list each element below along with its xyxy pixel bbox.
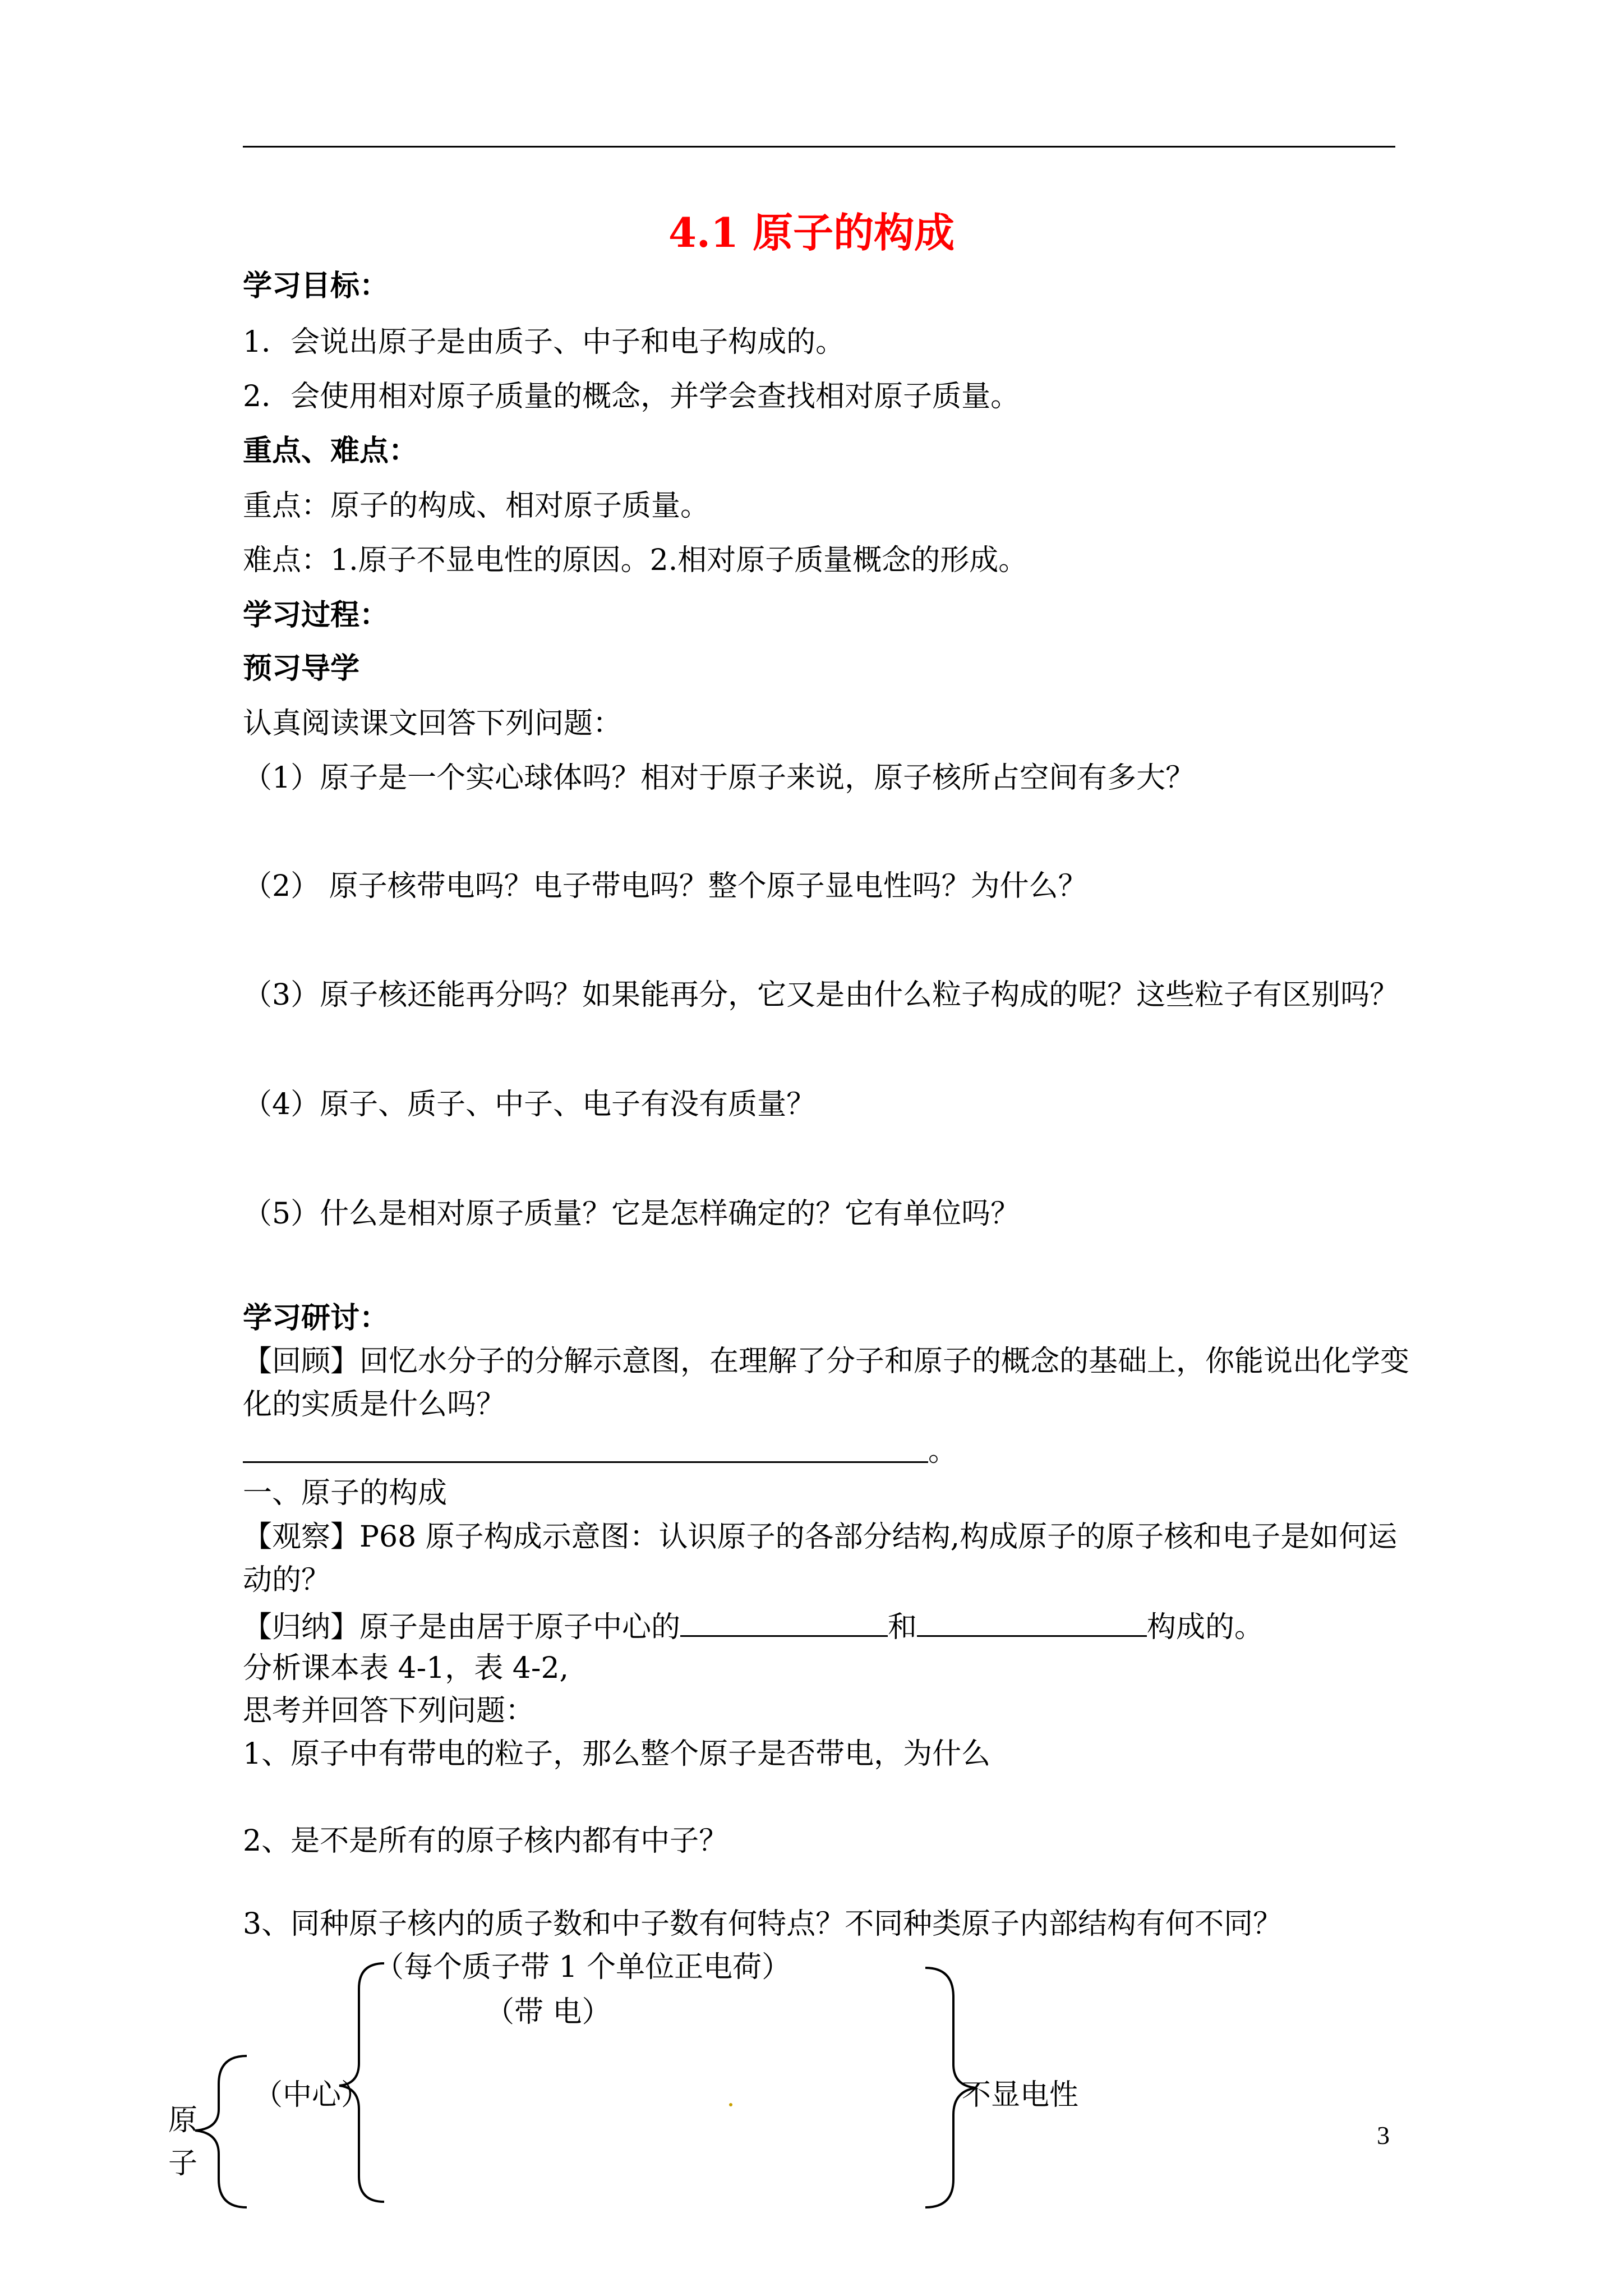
preview-question-5: （5）什么是相对原子质量？它是怎样确定的？它有单位吗？ — [243, 1197, 1020, 1231]
atom-label-1: 原 — [168, 2104, 198, 2137]
process-heading: 学习过程： — [243, 598, 389, 632]
summary-suffix: 构成的。 — [1147, 1611, 1264, 1644]
key-heading: 重点、难点： — [243, 434, 418, 468]
study-heading: 学习研讨： — [243, 1301, 389, 1335]
think-question-1: 1、原子中有带电的粒子，那么整个原子是否带电，为什么 — [243, 1737, 991, 1771]
observe-line-1: 【观察】P68 原子构成示意图：认识原子的各部分结构,构成原子的原子核和电子是如何运 — [243, 1520, 1398, 1554]
observe-line-2: 动的？ — [243, 1563, 331, 1597]
review-line-1: 【回顾】回忆水分子的分解示意图，在理解了分子和原子的概念的基础上，你能说出化学变 — [243, 1345, 1410, 1378]
summary-mid: 和 — [888, 1611, 917, 1644]
difficulty: 难点：1.原子不显电性的原因。2.相对原子质量概念的形成。 — [243, 544, 1028, 577]
objective-2: 2．会使用相对原子质量的概念，并学会查找相对原子质量。 — [243, 380, 1020, 413]
page-title: 4.1 原子的构成 — [668, 209, 955, 256]
think-question-3: 3、同种原子核内的质子数和中子数有何特点？不同种类原子内部结构有何不同？ — [243, 1907, 1283, 1941]
think-line: 思考并回答下列问题： — [243, 1694, 535, 1728]
charge-label: （带 电） — [485, 1995, 611, 2029]
key-point: 重点：原子的构成、相对原子质量。 — [243, 489, 710, 523]
center-label: （中心） — [253, 2078, 371, 2112]
proton-note: （每个质子带 1 个单位正电荷） — [375, 1950, 791, 1984]
preview-question-4: （4）原子、质子、中子、电子有没有质量？ — [243, 1088, 816, 1121]
preview-heading: 预习导学 — [243, 651, 360, 685]
objective-1: 1．会说出原子是由质子、中子和电子构成的。 — [243, 325, 845, 359]
atom-label-2: 子 — [168, 2147, 198, 2180]
preview-question-3: （3）原子核还能再分吗？如果能再分，它又是由什么粒子构成的呢？这些粒子有区别吗？ — [243, 978, 1399, 1012]
review-end: 。 — [928, 1434, 958, 1468]
page-number: 3 — [1377, 2121, 1390, 2150]
preview-intro: 认真阅读课文回答下列问题： — [243, 707, 623, 740]
objectives-heading: 学习目标： — [243, 269, 389, 303]
section-title: 一、原子的构成 — [243, 1476, 448, 1510]
analyze-line: 分析课本表 4-1，表 4-2, — [243, 1651, 569, 1685]
review-line-2: 化的实质是什么吗？ — [243, 1388, 506, 1421]
think-question-2: 2、是不是所有的原子核内都有中子？ — [243, 1824, 728, 1858]
summary-prefix: 【归纳】原子是由居于原子中心的 — [243, 1611, 681, 1644]
preview-question-1: （1）原子是一个实心球体吗？相对于原子来说，原子核所占空间有多大？ — [243, 761, 1195, 795]
stray-dot — [729, 2103, 732, 2106]
preview-question-2: （2） 原子核带电吗？电子带电吗？整个原子显电性吗？为什么？ — [243, 869, 1087, 903]
neutral-label: 不显电性 — [962, 2078, 1079, 2112]
outer-left-brace — [195, 2056, 247, 2207]
